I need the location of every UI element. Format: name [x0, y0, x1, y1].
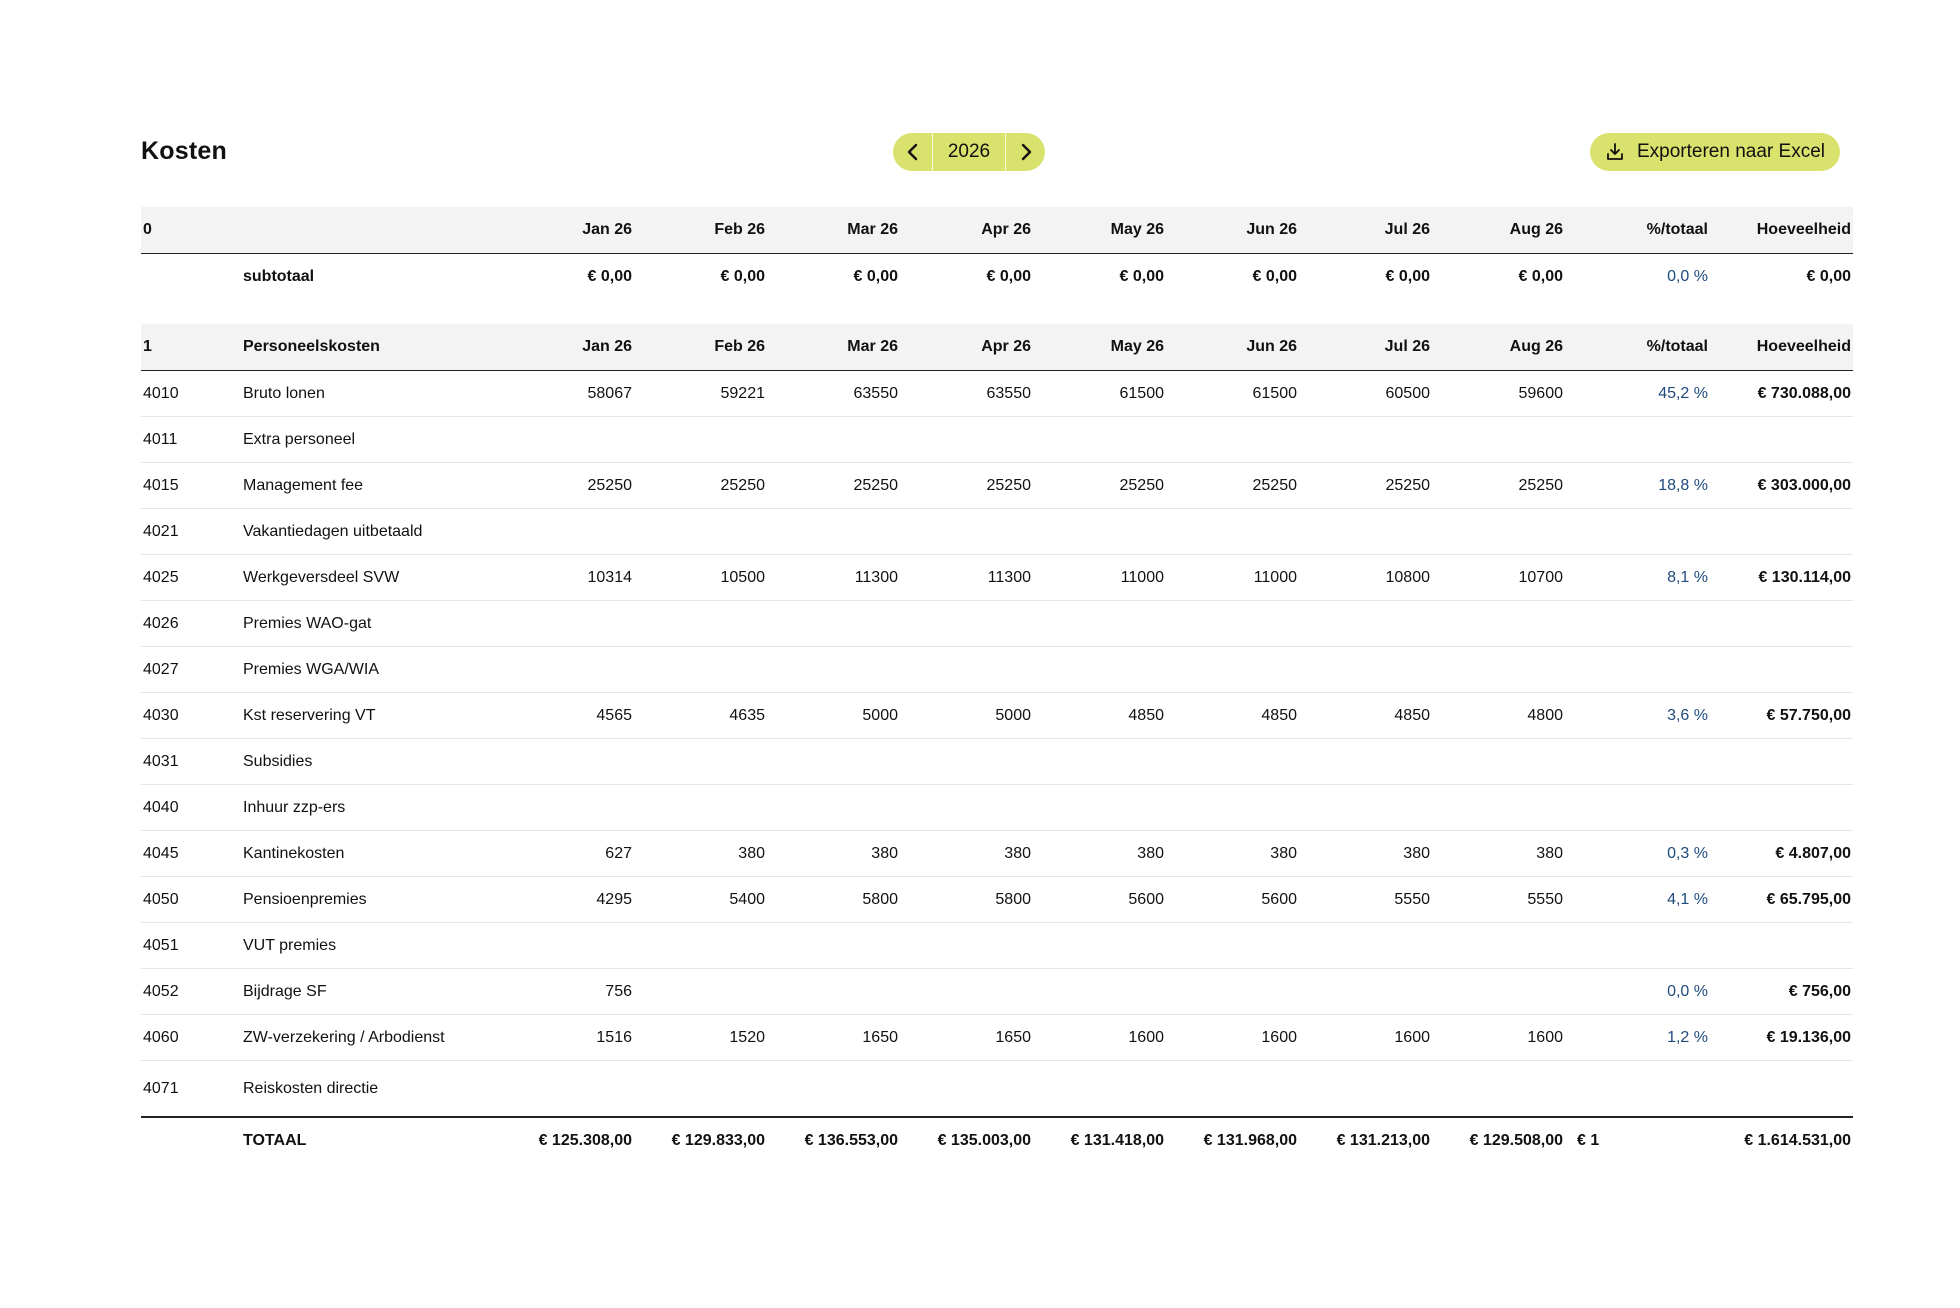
row-qty — [1710, 739, 1853, 785]
month-value: 59600 — [1432, 371, 1565, 417]
month-value: 25250 — [1299, 463, 1432, 509]
month-value — [1299, 601, 1432, 647]
month-header: Jul 26 — [1299, 207, 1432, 254]
month-value — [1033, 417, 1166, 463]
month-header: Jan 26 — [501, 324, 634, 371]
row-code: 4026 — [141, 601, 241, 647]
month-value: 25250 — [501, 463, 634, 509]
subtotal-value: € 0,00 — [1385, 268, 1430, 285]
month-value: 63550 — [900, 371, 1033, 417]
row-qty — [1710, 923, 1853, 969]
month-value — [1299, 785, 1432, 831]
row-qty: € 130.114,00 — [1710, 555, 1853, 601]
pct-header: %/totaal — [1565, 324, 1710, 371]
row-name: Extra personeel — [241, 417, 501, 463]
month-value — [1166, 417, 1299, 463]
month-value — [900, 923, 1033, 969]
month-header: Feb 26 — [634, 324, 767, 371]
month-value — [1166, 923, 1299, 969]
month-value: 1600 — [1166, 1015, 1299, 1061]
page-title: Kosten — [141, 137, 227, 165]
month-value — [1432, 923, 1565, 969]
row-code: 4052 — [141, 969, 241, 1015]
month-header: Jan 26 — [501, 207, 634, 254]
spacer-row — [141, 300, 1853, 324]
month-value — [767, 601, 900, 647]
row-name: Vakantiedagen uitbetaald — [241, 509, 501, 555]
month-value — [1166, 647, 1299, 693]
row-name: Inhuur zzp-ers — [241, 785, 501, 831]
chevron-right-icon — [1019, 143, 1033, 161]
month-header: Aug 26 — [1432, 324, 1565, 371]
month-value — [501, 1061, 634, 1118]
month-value — [634, 601, 767, 647]
month-value — [501, 417, 634, 463]
month-value — [1033, 739, 1166, 785]
row-name: Management fee — [241, 463, 501, 509]
month-value: 5550 — [1299, 877, 1432, 923]
month-value — [1432, 969, 1565, 1015]
pct-header: %/totaal — [1565, 207, 1710, 254]
group-header-row — [141, 207, 1853, 254]
month-value — [1432, 1061, 1565, 1118]
table-row[interactable] — [141, 371, 1853, 417]
table-row[interactable] — [141, 693, 1853, 739]
table-row[interactable] — [141, 1015, 1853, 1061]
table-row[interactable] — [141, 831, 1853, 877]
month-value: 25250 — [1432, 463, 1565, 509]
month-header: Mar 26 — [767, 207, 900, 254]
row-code: 4010 — [141, 371, 241, 417]
table-row[interactable] — [141, 1061, 1853, 1118]
month-value — [1166, 739, 1299, 785]
row-pct — [1565, 417, 1710, 463]
month-header: Mar 26 — [767, 324, 900, 371]
month-value — [501, 509, 634, 555]
row-name: Kantinekosten — [241, 831, 501, 877]
month-value: 25250 — [767, 463, 900, 509]
month-value — [501, 647, 634, 693]
qty-header: Hoeveelheid — [1710, 324, 1853, 371]
subtotal-value: € 0,00 — [1252, 268, 1297, 285]
month-value: 5400 — [634, 877, 767, 923]
row-qty: € 65.795,00 — [1710, 877, 1853, 923]
table-row[interactable] — [141, 463, 1853, 509]
row-name: Bruto lonen — [241, 371, 501, 417]
row-name: Kst reservering VT — [241, 693, 501, 739]
month-value — [900, 785, 1033, 831]
month-value — [1033, 785, 1166, 831]
table-row[interactable] — [141, 877, 1853, 923]
month-value: 380 — [634, 831, 767, 877]
cost-table-body — [141, 207, 1853, 1164]
month-value: 10800 — [1299, 555, 1432, 601]
month-header: May 26 — [1033, 207, 1166, 254]
group-code: 1 — [141, 324, 241, 371]
month-value: 61500 — [1166, 371, 1299, 417]
month-value: 627 — [501, 831, 634, 877]
month-value — [1299, 647, 1432, 693]
export-excel-button[interactable] — [1590, 133, 1840, 171]
month-value: 10500 — [634, 555, 767, 601]
spacer-cell — [141, 300, 1853, 324]
month-value — [1299, 969, 1432, 1015]
month-header: Apr 26 — [900, 324, 1033, 371]
subtotal-value: € 0,00 — [986, 268, 1031, 285]
month-header: Jul 26 — [1299, 324, 1432, 371]
row-code: 4030 — [141, 693, 241, 739]
month-value — [634, 923, 767, 969]
month-value: 61500 — [1033, 371, 1166, 417]
row-code: 4071 — [141, 1061, 241, 1118]
export-label: Exporteren naar Excel — [1637, 141, 1825, 162]
month-value — [767, 1061, 900, 1118]
month-value: 4850 — [1299, 693, 1432, 739]
next-year-button[interactable] — [1006, 133, 1045, 171]
month-value: 5800 — [767, 877, 900, 923]
month-value: 11300 — [900, 555, 1033, 601]
total-pct: € 1 — [1577, 1132, 1600, 1149]
month-value — [1033, 601, 1166, 647]
total-value: € 136.553,00 — [804, 1132, 898, 1149]
month-value: 1520 — [634, 1015, 767, 1061]
subtotal-row — [141, 254, 1853, 301]
month-value: 60500 — [1299, 371, 1432, 417]
month-value: 5550 — [1432, 877, 1565, 923]
month-value — [900, 1061, 1033, 1118]
total-row — [141, 1117, 1853, 1164]
row-pct — [1565, 647, 1710, 693]
month-value: 10314 — [501, 555, 634, 601]
month-value: 1600 — [1299, 1015, 1432, 1061]
month-value — [900, 969, 1033, 1015]
row-pct — [1565, 923, 1710, 969]
month-value — [501, 739, 634, 785]
table-row[interactable] — [141, 785, 1853, 831]
table-row[interactable] — [141, 555, 1853, 601]
row-pct: 1,2 % — [1565, 1015, 1710, 1061]
month-value: 380 — [1033, 831, 1166, 877]
table-row[interactable] — [141, 647, 1853, 693]
row-pct: 8,1 % — [1565, 555, 1710, 601]
row-pct: 3,6 % — [1565, 693, 1710, 739]
table-row[interactable] — [141, 509, 1853, 555]
month-value: 25250 — [1166, 463, 1299, 509]
month-value: 380 — [1166, 831, 1299, 877]
total-qty: € 1.614.531,00 — [1744, 1132, 1851, 1149]
month-value — [1166, 785, 1299, 831]
row-qty — [1710, 509, 1853, 555]
month-value — [1299, 1061, 1432, 1118]
month-value — [900, 647, 1033, 693]
row-name: Premies WAO-gat — [241, 601, 501, 647]
row-pct — [1565, 509, 1710, 555]
month-value — [501, 785, 634, 831]
month-value: 11300 — [767, 555, 900, 601]
subtotal-qty: € 0,00 — [1806, 268, 1851, 285]
month-header: Jun 26 — [1166, 207, 1299, 254]
row-pct — [1565, 785, 1710, 831]
month-value — [1166, 601, 1299, 647]
month-value: 5600 — [1033, 877, 1166, 923]
row-pct — [1565, 739, 1710, 785]
row-pct — [1565, 1061, 1710, 1118]
month-value — [767, 923, 900, 969]
total-value: € 125.308,00 — [538, 1132, 632, 1149]
month-value: 25250 — [1033, 463, 1166, 509]
month-value: 11000 — [1166, 555, 1299, 601]
group-code: 0 — [141, 207, 241, 254]
month-value — [1033, 647, 1166, 693]
month-value — [1033, 923, 1166, 969]
row-qty — [1710, 785, 1853, 831]
subtotal-pct: 0,0 % — [1667, 268, 1708, 285]
prev-year-button[interactable] — [893, 133, 932, 171]
month-value: 4850 — [1033, 693, 1166, 739]
month-header: Apr 26 — [900, 207, 1033, 254]
row-qty: € 57.750,00 — [1710, 693, 1853, 739]
month-value: 1516 — [501, 1015, 634, 1061]
group-header-row — [141, 324, 1853, 371]
subtotal-value: € 0,00 — [720, 268, 765, 285]
month-value — [1432, 785, 1565, 831]
total-label: TOTAAL — [243, 1132, 307, 1149]
row-qty — [1710, 1061, 1853, 1118]
month-value: 63550 — [767, 371, 900, 417]
table-row[interactable] — [141, 923, 1853, 969]
month-value — [1033, 969, 1166, 1015]
month-value — [1299, 417, 1432, 463]
month-value — [900, 417, 1033, 463]
month-value — [767, 509, 900, 555]
row-qty — [1710, 417, 1853, 463]
month-value — [767, 739, 900, 785]
month-value — [1299, 739, 1432, 785]
row-code: 4021 — [141, 509, 241, 555]
month-value — [1299, 923, 1432, 969]
month-value — [900, 601, 1033, 647]
year-label: 2026 — [932, 133, 1006, 171]
month-value: 756 — [501, 969, 634, 1015]
year-selector — [893, 133, 1045, 171]
group-name: Personeelskosten — [241, 324, 501, 371]
row-code: 4031 — [141, 739, 241, 785]
month-value: 380 — [900, 831, 1033, 877]
row-name: Subsidies — [241, 739, 501, 785]
subtotal-label: subtotaal — [243, 268, 315, 285]
month-value — [767, 417, 900, 463]
month-value: 380 — [1432, 831, 1565, 877]
total-value: € 129.833,00 — [671, 1132, 765, 1149]
row-qty: € 4.807,00 — [1710, 831, 1853, 877]
row-code: 4050 — [141, 877, 241, 923]
row-name: Reiskosten directie — [241, 1061, 501, 1118]
month-value — [634, 647, 767, 693]
row-code — [141, 1117, 241, 1164]
total-value: € 129.508,00 — [1469, 1132, 1563, 1149]
month-value: 59221 — [634, 371, 767, 417]
row-name: VUT premies — [241, 923, 501, 969]
month-value: 4565 — [501, 693, 634, 739]
month-value: 58067 — [501, 371, 634, 417]
month-value: 10700 — [1432, 555, 1565, 601]
row-code: 4051 — [141, 923, 241, 969]
month-value — [1033, 509, 1166, 555]
month-value — [1166, 1061, 1299, 1118]
row-pct: 45,2 % — [1565, 371, 1710, 417]
subtotal-value: € 0,00 — [1119, 268, 1164, 285]
total-value: € 131.968,00 — [1203, 1132, 1297, 1149]
qty-header: Hoeveelheid — [1710, 207, 1853, 254]
month-header: Aug 26 — [1432, 207, 1565, 254]
month-value — [501, 601, 634, 647]
month-value: 1650 — [767, 1015, 900, 1061]
month-value: 1650 — [900, 1015, 1033, 1061]
cost-table — [141, 207, 1853, 1164]
row-pct: 0,3 % — [1565, 831, 1710, 877]
month-header: Feb 26 — [634, 207, 767, 254]
month-value — [767, 785, 900, 831]
download-icon — [1605, 142, 1625, 162]
month-value: 380 — [767, 831, 900, 877]
total-value: € 131.418,00 — [1070, 1132, 1164, 1149]
row-name: Bijdrage SF — [241, 969, 501, 1015]
month-value — [1432, 601, 1565, 647]
month-value — [634, 739, 767, 785]
table-row[interactable] — [141, 417, 1853, 463]
month-value — [1166, 509, 1299, 555]
month-value — [767, 969, 900, 1015]
row-code: 4060 — [141, 1015, 241, 1061]
month-header: Jun 26 — [1166, 324, 1299, 371]
month-value — [501, 923, 634, 969]
row-pct: 4,1 % — [1565, 877, 1710, 923]
month-value: 1600 — [1033, 1015, 1166, 1061]
month-value — [634, 969, 767, 1015]
total-value: € 135.003,00 — [937, 1132, 1031, 1149]
month-value: 4850 — [1166, 693, 1299, 739]
row-qty — [1710, 601, 1853, 647]
month-value — [1033, 1061, 1166, 1118]
row-name: Werkgeversdeel SVW — [241, 555, 501, 601]
row-code: 4015 — [141, 463, 241, 509]
month-value: 1600 — [1432, 1015, 1565, 1061]
chevron-left-icon — [906, 143, 920, 161]
group-name — [241, 207, 501, 254]
month-value — [634, 509, 767, 555]
subtotal-value: € 0,00 — [853, 268, 898, 285]
month-value — [634, 785, 767, 831]
row-code: 4045 — [141, 831, 241, 877]
month-value: 11000 — [1033, 555, 1166, 601]
month-value — [1166, 969, 1299, 1015]
row-qty: € 19.136,00 — [1710, 1015, 1853, 1061]
month-value: 25250 — [634, 463, 767, 509]
subtotal-value: € 0,00 — [587, 268, 632, 285]
table-row[interactable] — [141, 969, 1853, 1015]
row-pct — [1565, 601, 1710, 647]
month-value — [1432, 417, 1565, 463]
row-code: 4040 — [141, 785, 241, 831]
month-value — [1299, 509, 1432, 555]
row-name: ZW-verzekering / Arbodienst — [241, 1015, 501, 1061]
month-value — [900, 739, 1033, 785]
row-pct: 18,8 % — [1565, 463, 1710, 509]
row-qty: € 730.088,00 — [1710, 371, 1853, 417]
month-value: 380 — [1299, 831, 1432, 877]
subtotal-value: € 0,00 — [1518, 268, 1563, 285]
row-code: 4027 — [141, 647, 241, 693]
row-name: Premies WGA/WIA — [241, 647, 501, 693]
row-pct: 0,0 % — [1565, 969, 1710, 1015]
month-value: 5000 — [767, 693, 900, 739]
row-name: Pensioenpremies — [241, 877, 501, 923]
month-value — [1432, 509, 1565, 555]
row-code: 4025 — [141, 555, 241, 601]
row-qty: € 756,00 — [1710, 969, 1853, 1015]
month-value: 4635 — [634, 693, 767, 739]
row-qty — [1710, 647, 1853, 693]
row-code: 4011 — [141, 417, 241, 463]
total-value: € 131.213,00 — [1336, 1132, 1430, 1149]
month-value — [634, 1061, 767, 1118]
month-value — [634, 417, 767, 463]
month-value — [1432, 739, 1565, 785]
row-code — [141, 254, 241, 301]
month-value: 5600 — [1166, 877, 1299, 923]
month-value: 5000 — [900, 693, 1033, 739]
month-value: 5800 — [900, 877, 1033, 923]
month-value — [767, 647, 900, 693]
month-value: 25250 — [900, 463, 1033, 509]
month-value — [1432, 647, 1565, 693]
table-row[interactable] — [141, 601, 1853, 647]
month-value — [900, 509, 1033, 555]
month-value: 4800 — [1432, 693, 1565, 739]
month-header: May 26 — [1033, 324, 1166, 371]
row-qty: € 303.000,00 — [1710, 463, 1853, 509]
month-value: 4295 — [501, 877, 634, 923]
table-row[interactable] — [141, 739, 1853, 785]
